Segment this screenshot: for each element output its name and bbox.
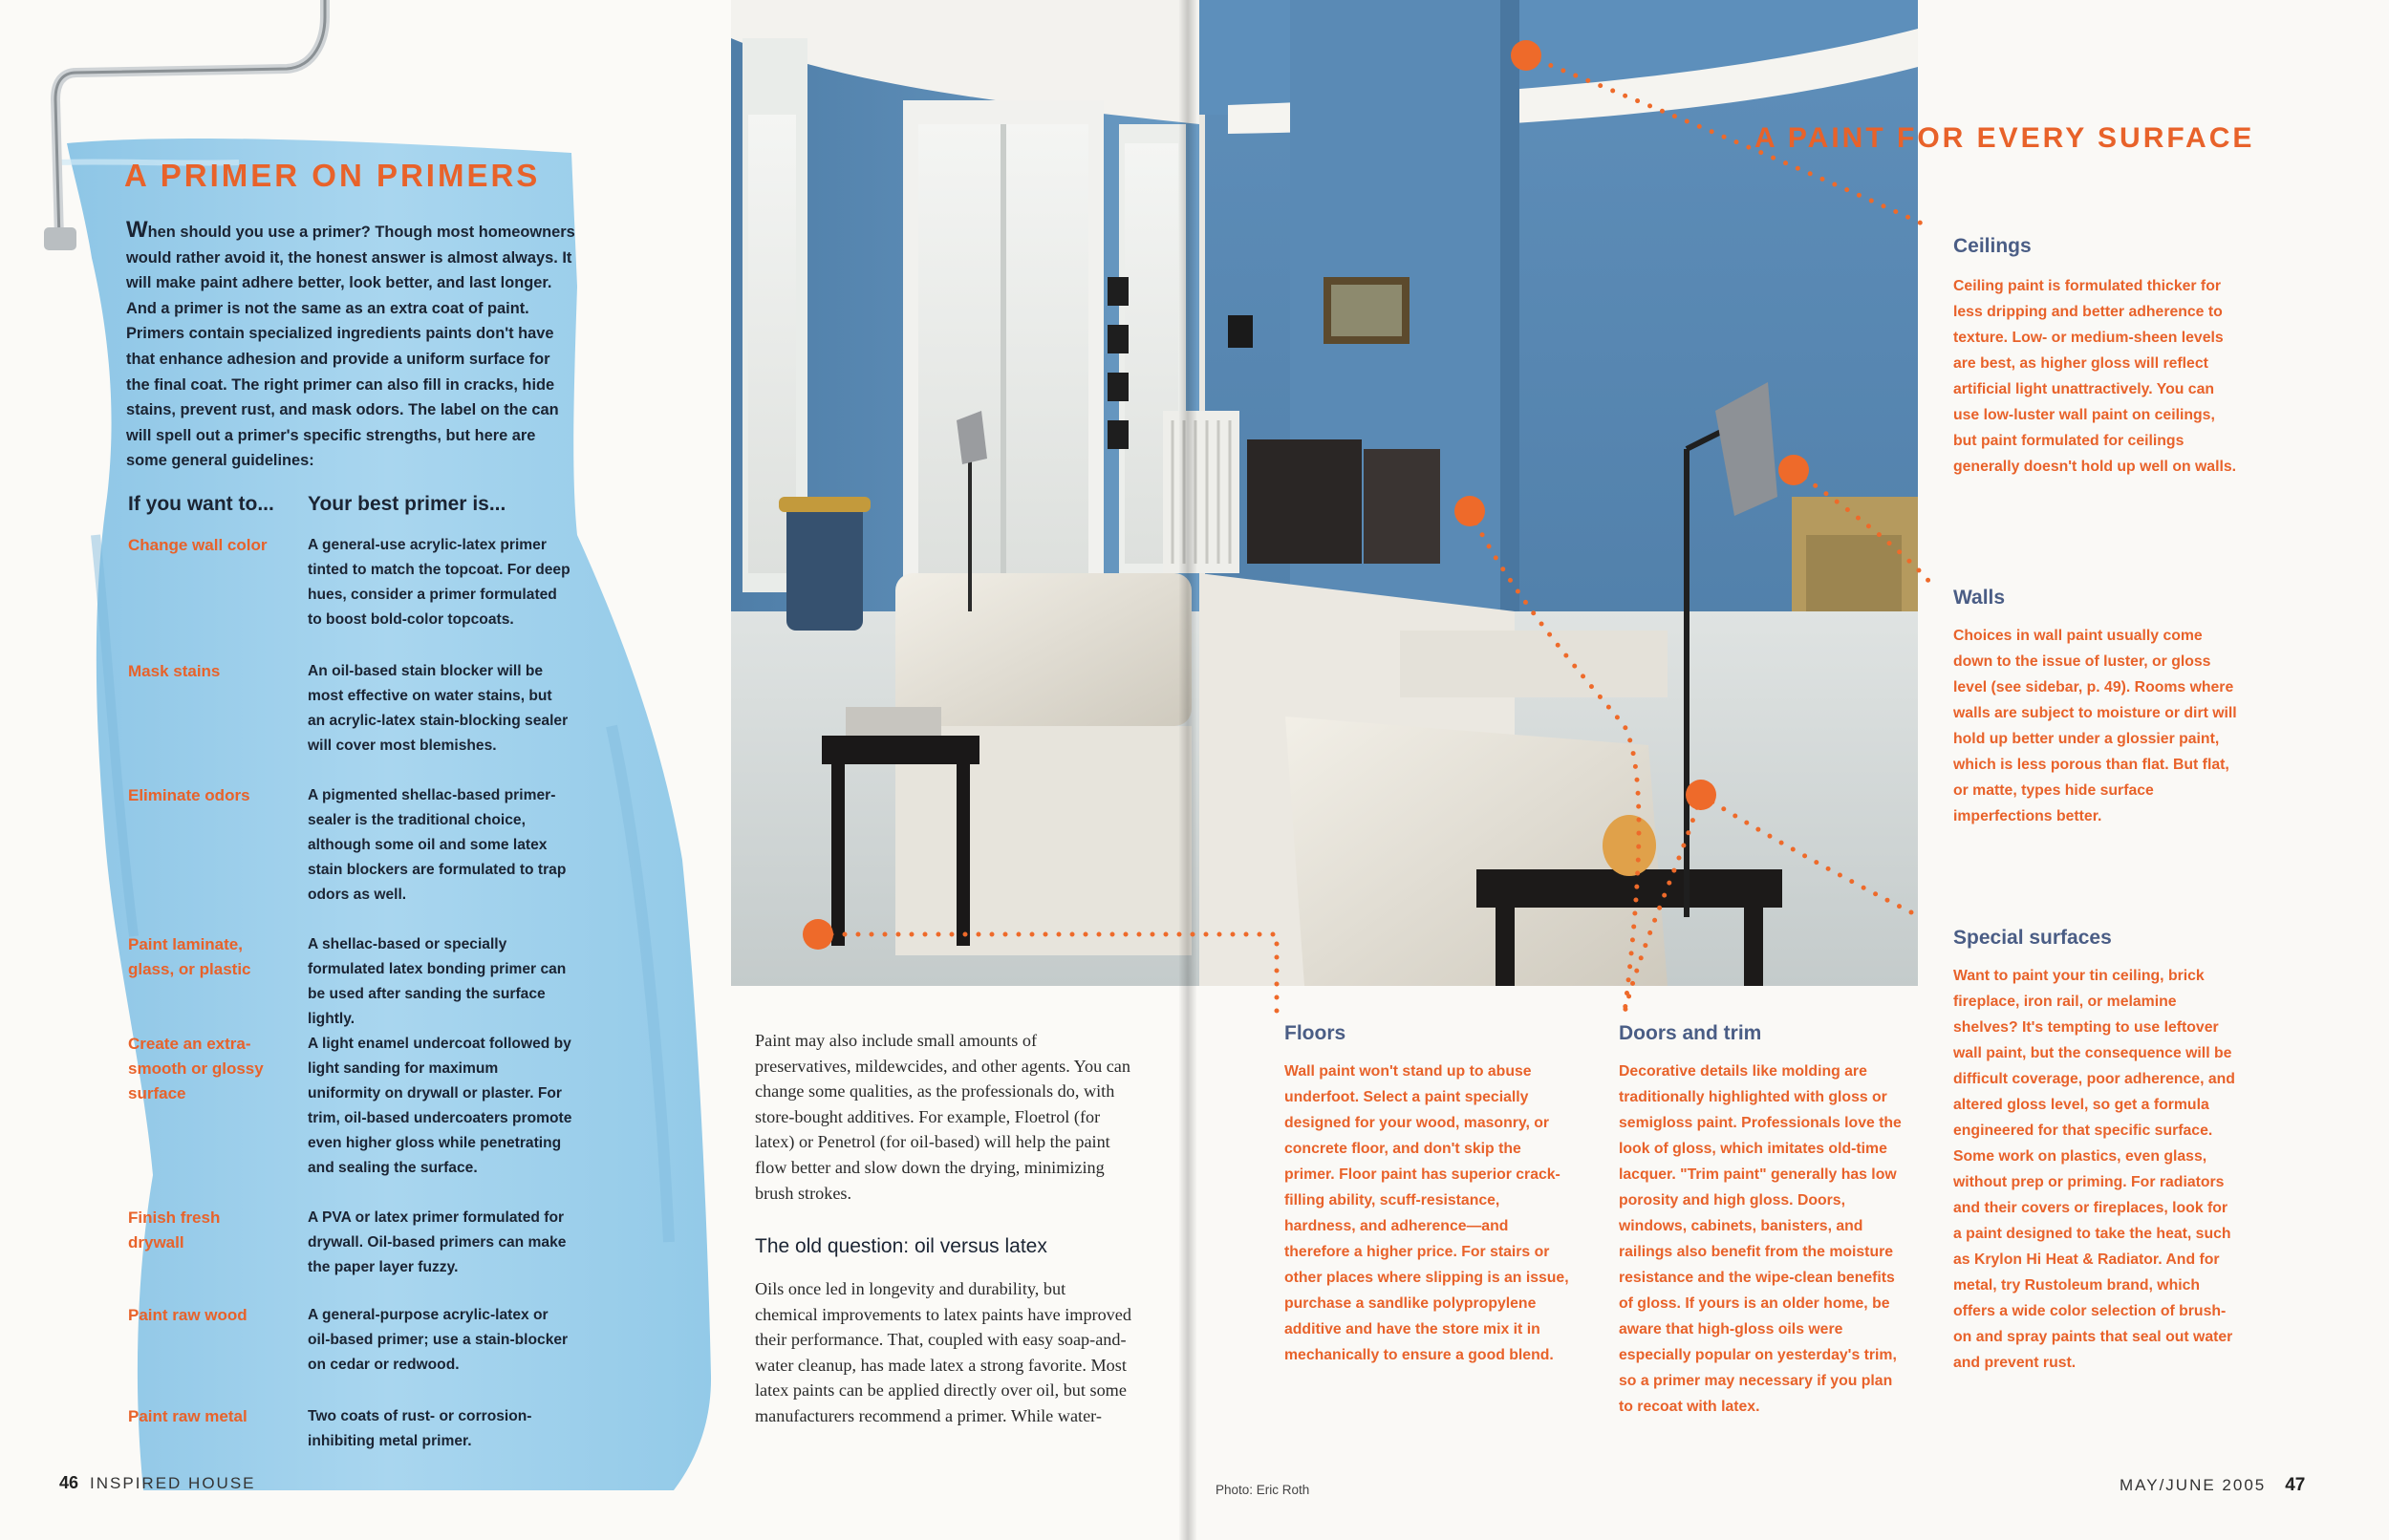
right-page-number: 47	[2285, 1475, 2306, 1495]
row-text: Two coats of rust- or corrosion-inhibiting metal primer.	[308, 1408, 532, 1449]
intro-text: hen should you use a primer? Though most homeowners would rather avoid it, the honest answer is almost always. It will make paint adhere better, look better, and last longer. And a primer is not the same as an extra coat of paint. Primers contain specialized ingredients paints don't have that enhance adhesion and provide a uniform surface for the final coat. The right primer can also fill in cracks, hide stains, prevent rust, and mask odors. The label on the can will spell out a primer's specific strengths, but here are some general guidelines:	[126, 224, 575, 470]
row-label: Change wall color	[128, 536, 268, 554]
left-page-number: 46	[59, 1473, 79, 1492]
row-label: Mask stains	[128, 662, 221, 680]
row-text: A light enamel undercoat followed by light sanding for maximum uniformity on drywall or plaster. For trim, oil-based undercoaters promote even higher gloss while penetrating and sealing the surface.	[308, 1036, 572, 1176]
row-text: A general-use acrylic-latex primer tinted to match the topcoat. For deep hues, consider a primer formulated to boost bold-color topcoats.	[308, 537, 570, 628]
row-label: Paint raw metal	[128, 1407, 248, 1425]
ceilings-text: Ceiling paint is formulated thicker for less dripping and better adherence to texture. Low- or medium-sheen levels are best, as higher gloss will reflect artificial light unattractively. You can use low-luster wall paint on ceilings, but paint formulated for ceilings generally doesn't hold up well on walls.	[1953, 278, 2237, 475]
intro-dropcap: W	[126, 217, 148, 243]
floors-head: Floors	[1284, 1022, 1346, 1044]
ceilings-head: Ceilings	[1953, 235, 2032, 257]
magazine-name: INSPIRED HOUSE	[90, 1474, 256, 1492]
primer-title: A PRIMER ON PRIMERS	[124, 158, 541, 193]
row-label: Paint laminate, glass, or plastic	[128, 935, 251, 978]
row-text: An oil-based stain blocker will be most effective on water stains, but an acrylic-latex stain-blocking sealer will cover most blemishes.	[308, 663, 569, 754]
left-folio	[59, 1473, 256, 1493]
column-head-primer: Your best primer is...	[308, 493, 506, 515]
photo-credit: Photo: Eric Roth	[1216, 1483, 1310, 1497]
doors-trim-text: Decorative details like molding are traditionally highlighted with gloss or semigloss paint. Professionals love the look of gloss, which imitates old-time lacquer. "Trim paint" generally has low porosity and high gloss. Doors, windows, cabinets, banisters, and railings also benefit from the moisture resistance and the wipe-clean benefits of gloss. If yours is an older home, be aware that high-gloss oils were especially popular on yesterday's trim, so a primer may necessary if you plan to recoat with latex.	[1619, 1063, 1902, 1415]
row-label: Paint raw wood	[128, 1306, 248, 1324]
special-surfaces-text: Want to paint your tin ceiling, brick fireplace, iron rail, or melamine shelves? It's tempting to use leftover wall paint, but the consequence will be difficult coverage, poor adherence, and altered gloss level, so get a formula engineered for that specific surface. Some work on plastics, even glass, without prep or priming. For radiators and their covers or fireplaces, look for a paint designed to take the heat, such as Krylon Hi Heat & Radiator. And for metal, try Rustoleum brand, which offers a wide color selection of brush-on and spray paints that seal out water and prevent rust.	[1953, 968, 2235, 1371]
row-text: A pigmented shellac-based primer-sealer is the traditional choice, although some oil and some latex stain blockers are formulated to trap odors as well.	[308, 787, 567, 903]
column-head-want: If you want to...	[128, 493, 274, 515]
oil-latex-subhead: The old question: oil versus latex	[755, 1235, 1047, 1257]
walls-text: Choices in wall paint usually come down to the issue of luster, or gloss level (see sidebar, p. 49). Rooms where walls are subject to moisture or dirt will hold up better under a glossier paint, which is less porous than flat. But flat, or matte, types hide surface imperfections better.	[1953, 628, 2237, 824]
row-label: Finish fresh drywall	[128, 1208, 221, 1251]
paint-surface-title: A PAINT FOR EVERY SURFACE	[1754, 122, 2255, 154]
special-surfaces-head: Special surfaces	[1953, 927, 2112, 949]
living-room-photo	[731, 0, 1918, 986]
row-label: Create an extra-smooth or glossy surface	[128, 1035, 264, 1102]
row-text: A PVA or latex primer formulated for drywall. Oil-based primers can make the paper layer fuzzy.	[308, 1209, 567, 1275]
row-label: Eliminate odors	[128, 786, 250, 804]
binding-gutter	[1179, 0, 1196, 1540]
doors-trim-head: Doors and trim	[1619, 1022, 1762, 1044]
body-paragraph: Paint may also include small amounts of preservatives, mildewcides, and other agents. You can change some qualities, as the professionals do, with store-bought additives. For example, Floetrol (for latex) or Penetrol (for oil-based) will help the paint flow better and slow down the drying, minimizing brush strokes.	[755, 1031, 1130, 1203]
issue-date: MAY/JUNE 2005	[2120, 1476, 2267, 1494]
body-paragraph-2: Oils once led in longevity and durability, but chemical improvements to latex paints have improved their performance. That, coupled with easy soap-and-water cleanup, has made latex a strong favorite. Most latex paints can be applied directly over oil, but some manufacturers recommend a primer. While water-	[755, 1279, 1131, 1425]
primer-intro	[126, 218, 575, 474]
right-folio	[2120, 1475, 2305, 1496]
row-text: A shellac-based or specially formulated latex bonding primer can be used after sanding the surface lightly.	[308, 936, 567, 1027]
floors-text: Wall paint won't stand up to abuse underfoot. Select a paint specially designed for your wood, masonry, or concrete floor, and don't skip the primer. Floor paint has superior crack-filling ability, scuff-resistance, hardness, and adherence—and therefore a higher price. For stairs or other places where slipping is an issue, purchase a sandlike polypropylene additive and have the store mix it in mechanically to ensure a good blend.	[1284, 1063, 1569, 1363]
walls-head: Walls	[1953, 587, 2006, 609]
row-text: A general-purpose acrylic-latex or oil-based primer; use a stain-blocker on cedar or redwood.	[308, 1307, 569, 1373]
